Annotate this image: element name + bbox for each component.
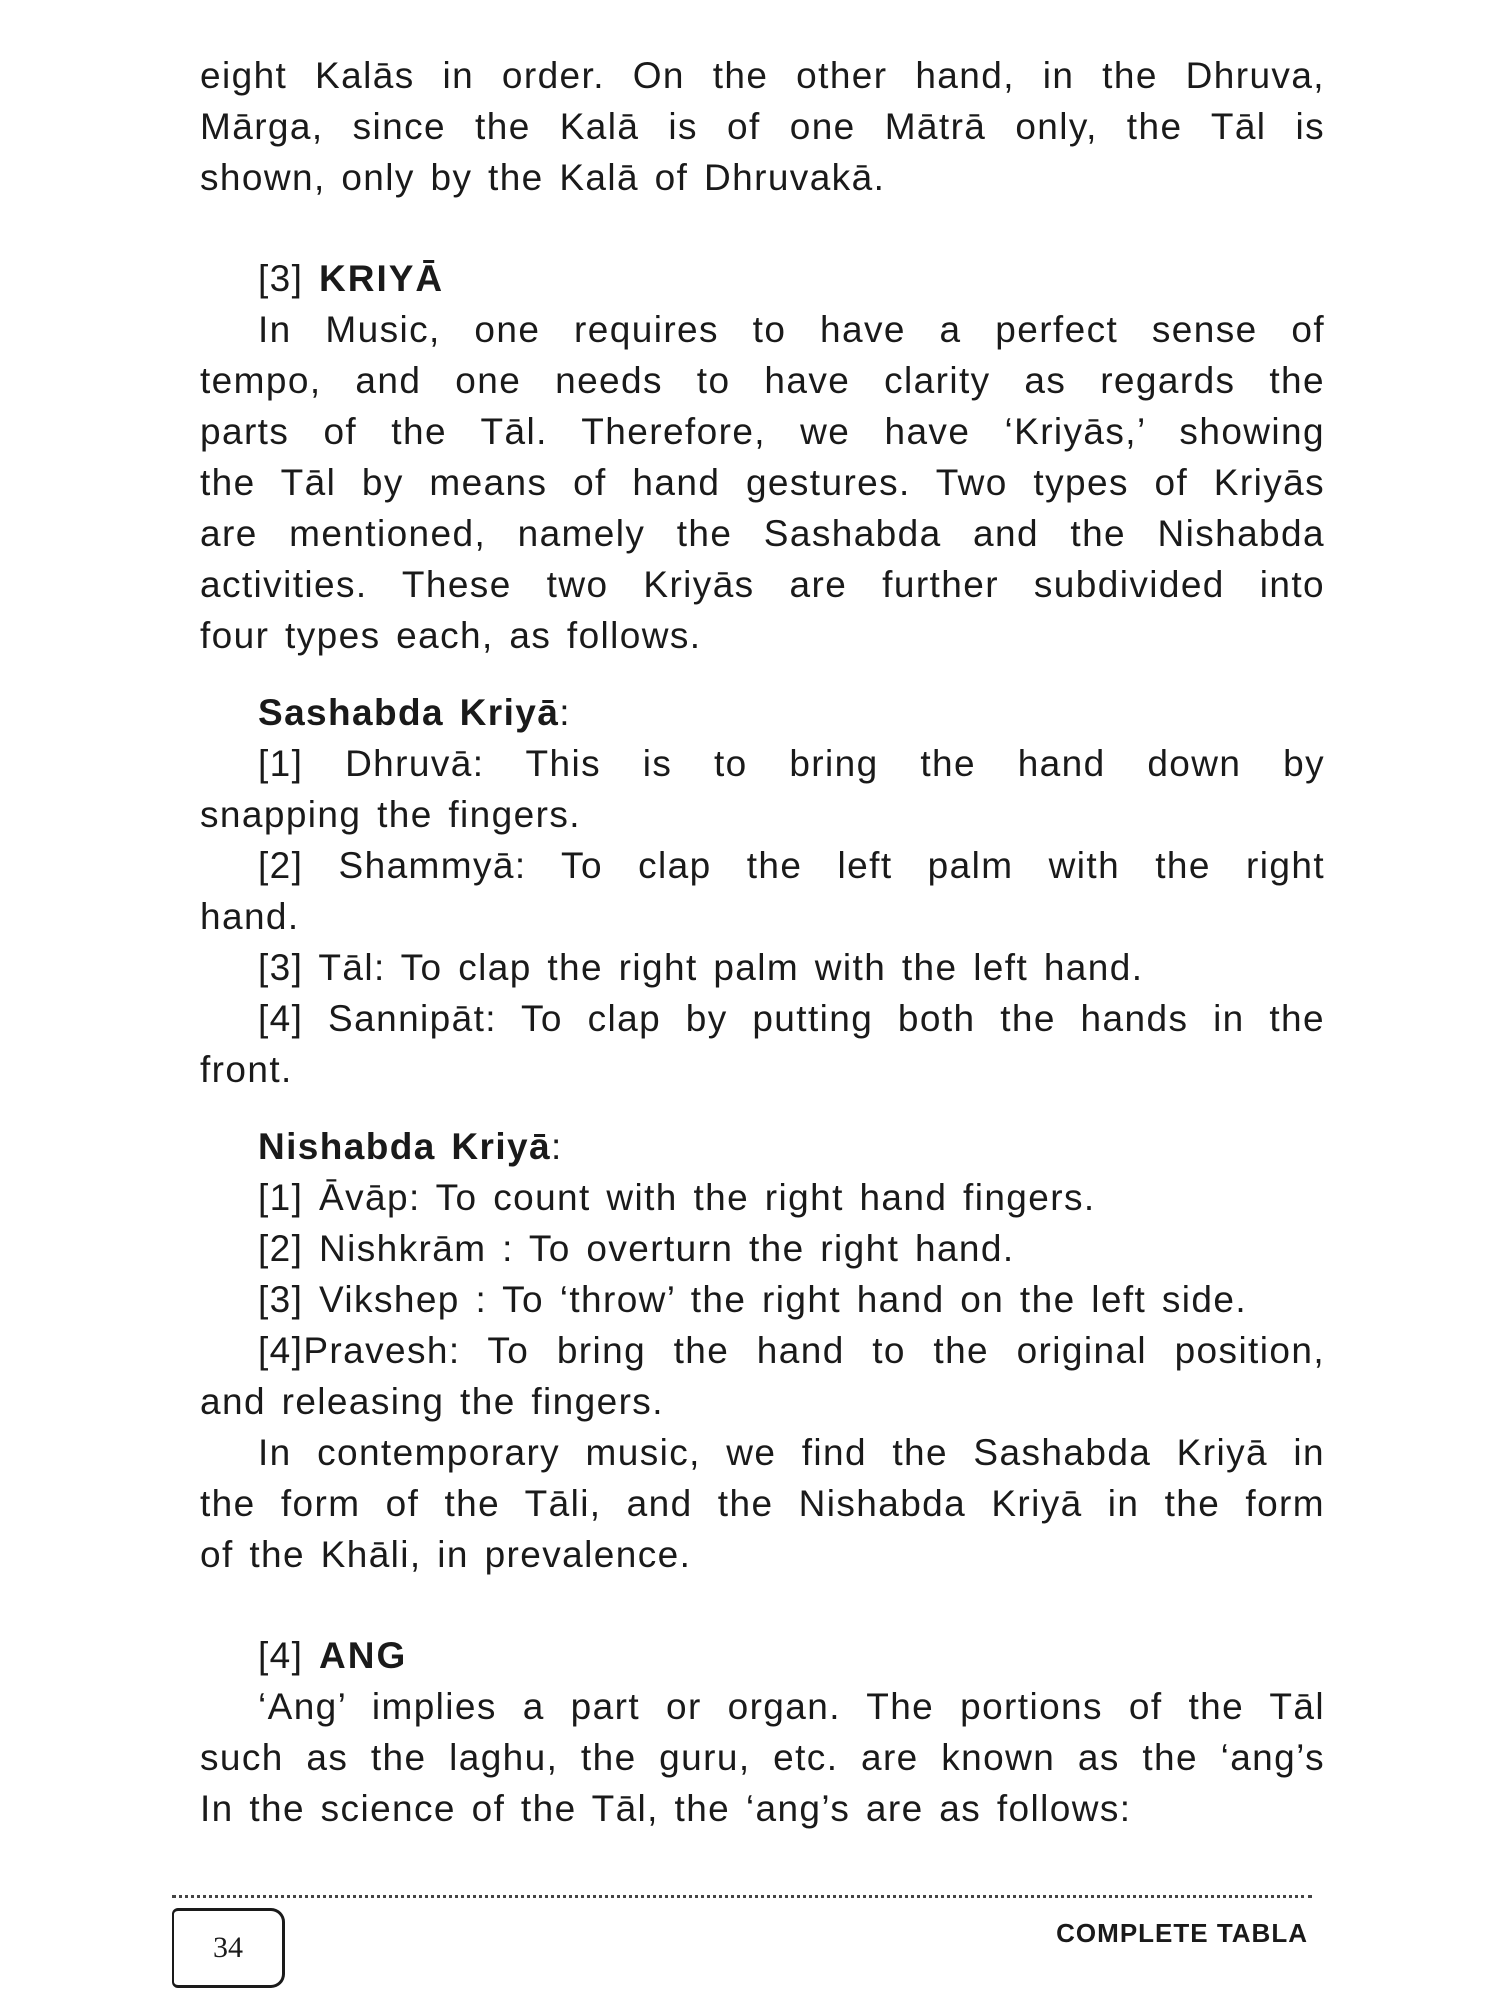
text-line: such as the laghu, the guru, etc. are known as the ‘ang’s xyxy=(200,1737,1325,1778)
list-item-line: [4]Pravesh: To bring the hand to the original position, xyxy=(258,1330,1325,1371)
text-line: In the science of the Tāl, the ‘ang’s are as follows: xyxy=(200,1788,1132,1829)
list-item-line: [4] Sannipāt: To clap by putting both the hands in the xyxy=(258,998,1325,1039)
text-line: ‘Ang’ implies a part or organ. The portions of the Tāl xyxy=(258,1686,1325,1727)
text-line: In Music, one requires to have a perfect sense of xyxy=(258,309,1325,350)
subheading-colon: : xyxy=(559,692,571,733)
list-item-line: [3] Tāl: To clap the right palm with the left hand. xyxy=(258,947,1144,988)
text-line: parts of the Tāl. Therefore, we have ‘Kriyās,’ showing xyxy=(200,411,1325,452)
list-item-line: [2] Shammyā: To clap the left palm with the right xyxy=(258,845,1325,886)
text-line: of the Khāli, in prevalence. xyxy=(200,1534,692,1575)
subheading-colon: : xyxy=(550,1126,563,1167)
text-line: four types each, as follows. xyxy=(200,615,702,656)
list-item-line: [3] Vikshep : To ‘throw’ the right hand on the left side. xyxy=(258,1279,1248,1320)
list-item-line: [2] Nishkrām : To overturn the right hand. xyxy=(258,1228,1015,1269)
list-item-line: snapping the fingers. xyxy=(200,794,581,835)
list-item-line: [1] Āvāp: To count with the right hand fingers. xyxy=(258,1177,1096,1218)
subheading-text: Nishabda Kriyā xyxy=(258,1126,551,1167)
text-line: the form of the Tāli, and the Nishabda Kriyā in the form xyxy=(200,1483,1325,1524)
text-line: activities. These two Kriyās are further subdivided into xyxy=(200,564,1325,605)
footer-divider xyxy=(172,1895,1312,1898)
text-line: Mārga, since the Kalā is of one Mātrā only, the Tāl is xyxy=(200,106,1325,147)
page-number: 34 xyxy=(213,1931,243,1964)
text-line: are mentioned, namely the Sashabda and the Nishabda xyxy=(200,513,1325,554)
subheading-text: Sashabda Kriyā xyxy=(258,692,560,733)
text-line: the Tāl by means of hand gestures. Two types of Kriyās xyxy=(200,462,1325,503)
subheading-sashabda xyxy=(200,687,1325,738)
text-line: shown, only by the Kalā of Dhruvakā. xyxy=(200,157,886,198)
section-title: ANG xyxy=(319,1635,408,1676)
text-line: tempo, and one needs to have clarity as regards the xyxy=(200,360,1325,401)
text-line: eight Kalās in order. On the other hand, in the Dhruva, xyxy=(200,55,1325,96)
list-item-line: hand. xyxy=(200,896,300,937)
text-line: In contemporary music, we find the Sashabda Kriyā in xyxy=(258,1432,1325,1473)
subheading-nishabda xyxy=(200,1121,1325,1172)
list-item-line: and releasing the fingers. xyxy=(200,1381,664,1422)
list-item-line: [1] Dhruvā: This is to bring the hand down by xyxy=(258,743,1325,784)
section-number: [3] xyxy=(258,258,304,299)
list-item-line: front. xyxy=(200,1049,293,1090)
page-body xyxy=(200,50,1325,1834)
section-number: [4] xyxy=(258,1635,304,1676)
section-title: KRIYĀ xyxy=(319,258,445,299)
section-heading-ang xyxy=(200,1630,1325,1681)
running-footer-title: COMPLETE TABLA xyxy=(1056,1918,1308,1948)
section-heading-kriya xyxy=(200,253,1325,304)
page-number-box xyxy=(172,1908,285,1988)
